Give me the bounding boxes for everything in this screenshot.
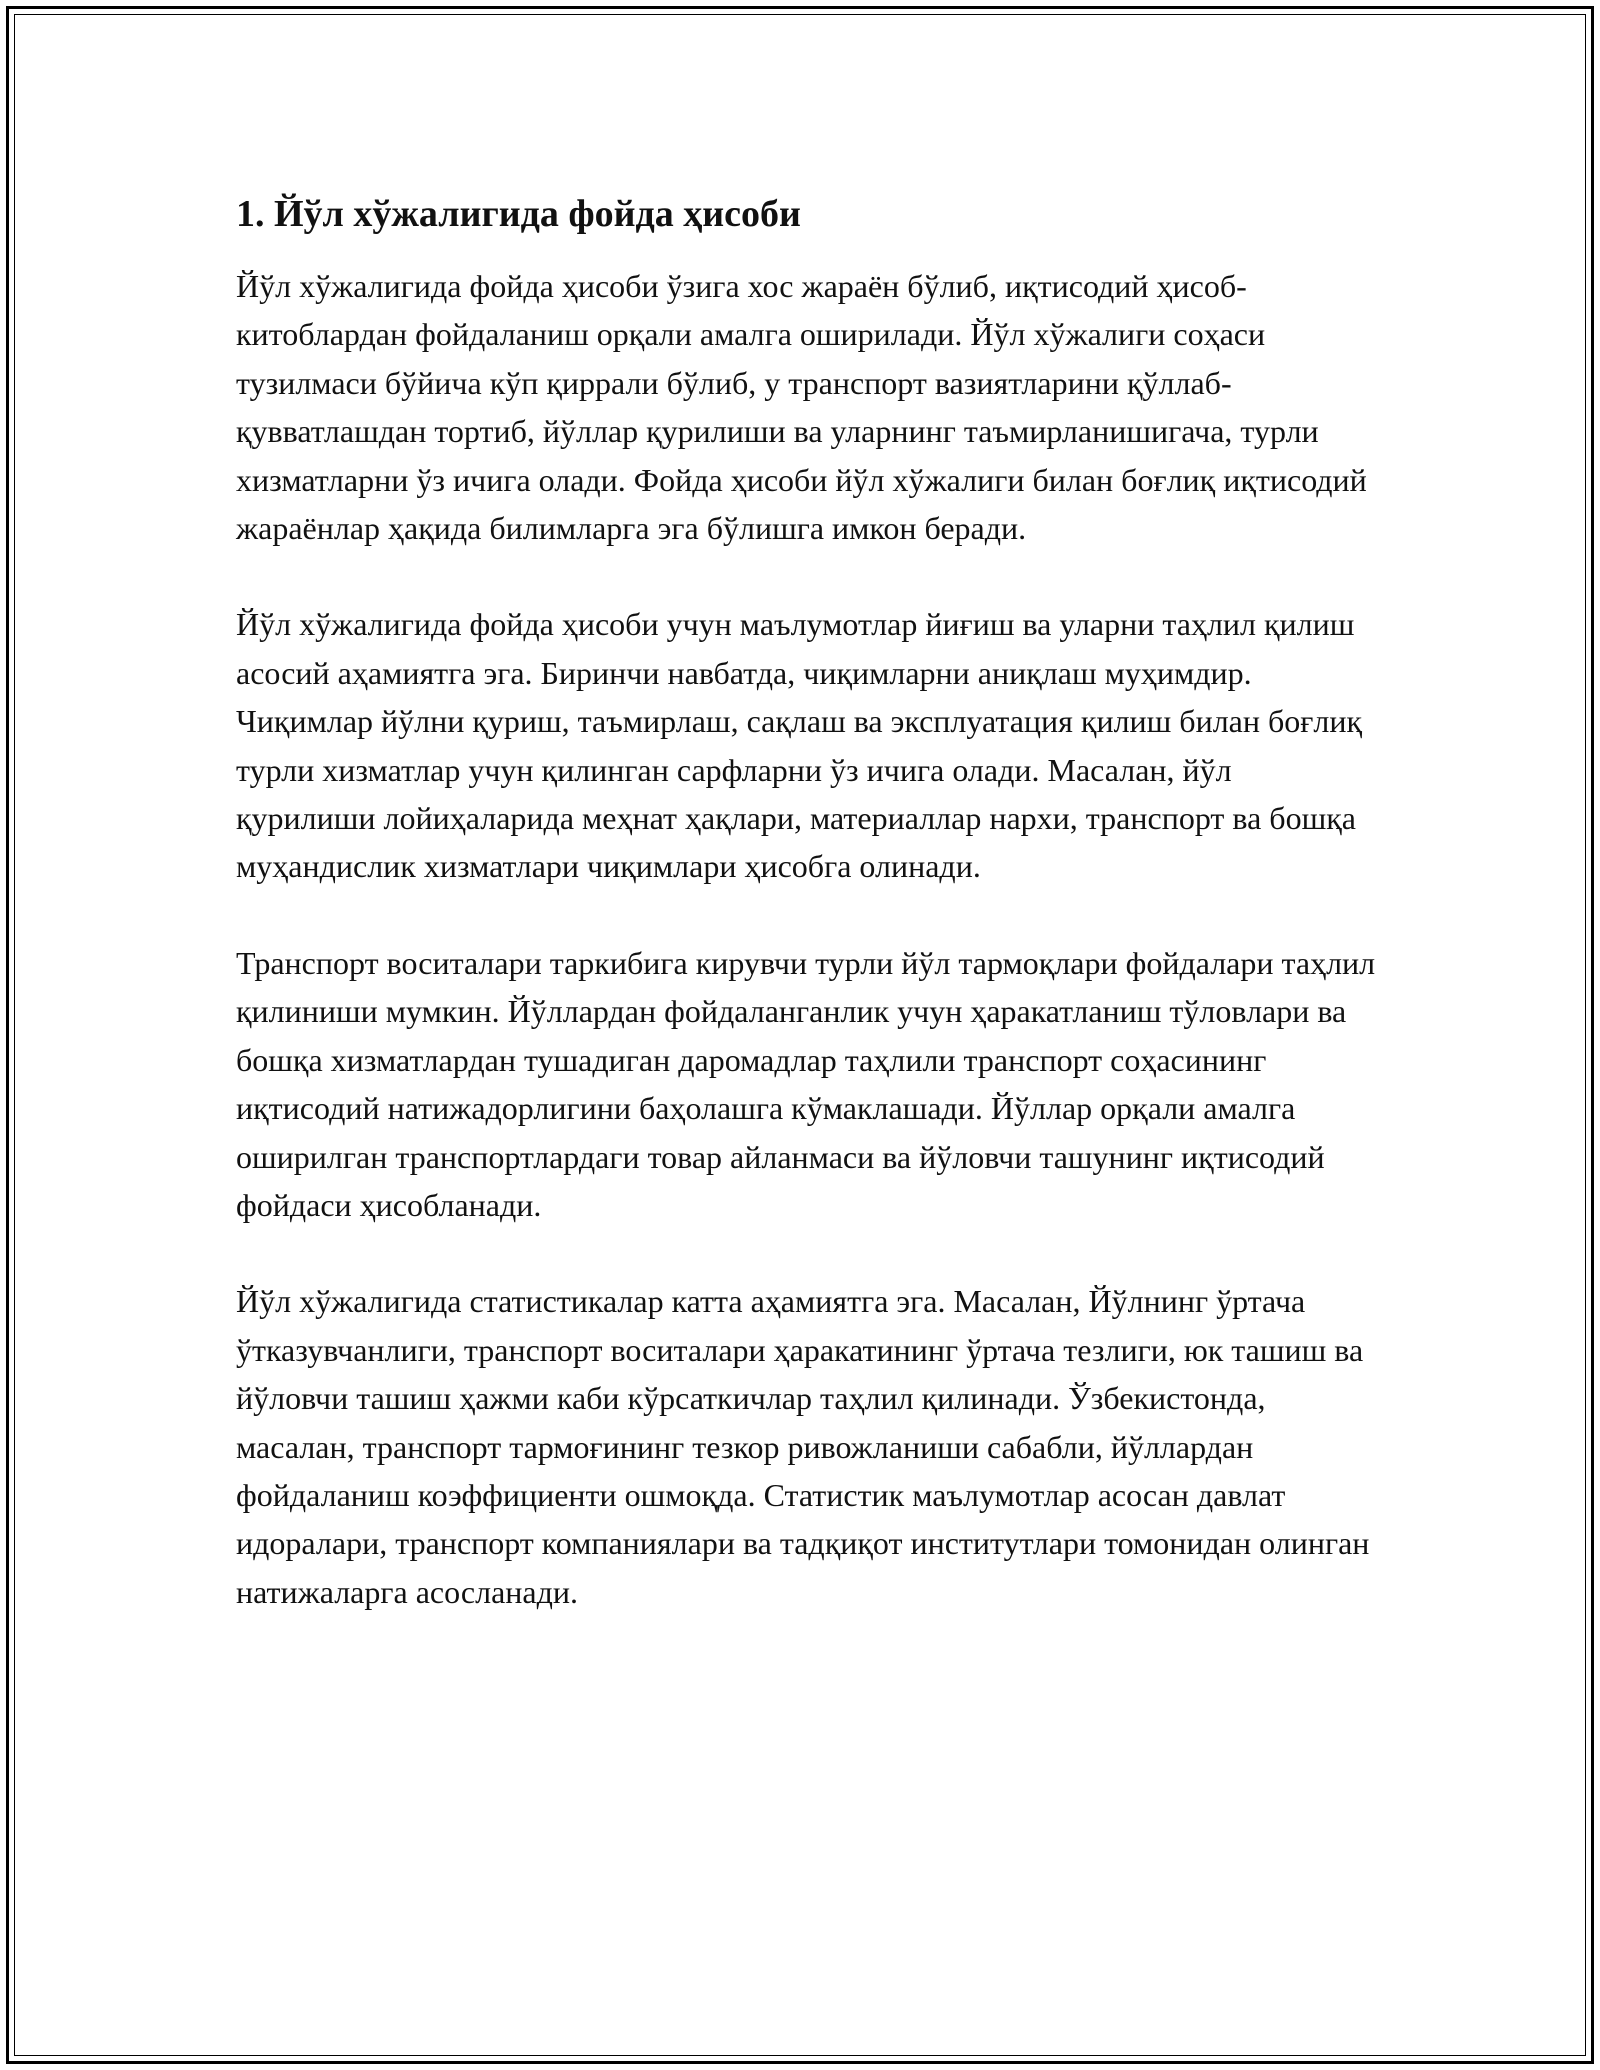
paragraph-4: Йўл хўжалигида статистикалар катта аҳамиятга эга. Масалан, Йўлнинг ўртача ўтказувчанлиги, транспорт воситалари ҳаракатининг ўртача тезлиги, юк ташиш ва йўловчи ташиш ҳажми каби кўрсаткичлар таҳлил қилинади. Ўзбекистонда, масалан, транспорт тармоғининг тезкор ривожланиши сабабли, йўллардан фойдаланиш коэффициенти ошмоқда. Статистик маълумотлар асосан давлат идоралари, транспорт компаниялари ва тадқиқот институтлари томонидан олинган натижаларга асосланади. xyxy=(236,1283,1370,1610)
paragraph-3: Транспорт воситалари таркибига кирувчи турли йўл тармоқлари фойдалари таҳлил қилиниши мумкин. Йўллардан фойдаланганлик учун ҳаракатланиш тўловлари ва бошқа хизматлардан тушадиган даромадлар таҳлили транспорт соҳасининг иқтисодий натижадорлигини баҳолашга кўмаклашади. Йўллар орқали амалга оширилган транспортлардаги товар айланмаси ва йўловчи ташунинг иқтисодий фойдаси ҳисобланади. xyxy=(236,944,1376,1223)
document-body xyxy=(236,186,1376,1616)
paragraph-2: Йўл хўжалигида фойда ҳисоби учун маълумотлар йиғиш ва уларни таҳлил қилиш асосий аҳамиятга эга. Биринчи навбатда, чиқимларни аниқлаш муҳимдир. Чиқимлар йўлни қуриш, таъмирлаш, сақлаш ва эксплуатация қилиш билан боғлиқ турли хизматлар учун қилинган сарфларни ўз ичига олади. Масалан, йўл қурилиши лойиҳаларида меҳнат ҳақлари, материаллар нархи, транспорт ва бошқа муҳандислик хизматлари чиқимлари ҳисобга олинади. xyxy=(236,606,1363,885)
section-title: 1. Йўл хўжалигида фойда ҳисоби xyxy=(236,193,801,235)
paragraph-1: Йўл хўжалигида фойда ҳисоби ўзига хос жараён бўлиб, иқтисодий ҳисоб-китоблардан фойдаланиш орқали амалга оширилади. Йўл хўжалиги соҳаси тузилмаси бўйича кўп қиррали бўлиб, у транспорт вазиятларини қўллаб-қувватлашдан тортиб, йўллар қурилиши ва уларнинг таъмирланишигача, турли хизматларни ўз ичига олади. Фойда ҳисоби йўл хўжалиги билан боғлиқ иқтисодий жараёнлар ҳақида билимларга эга бўлишга имкон беради. xyxy=(236,268,1367,547)
